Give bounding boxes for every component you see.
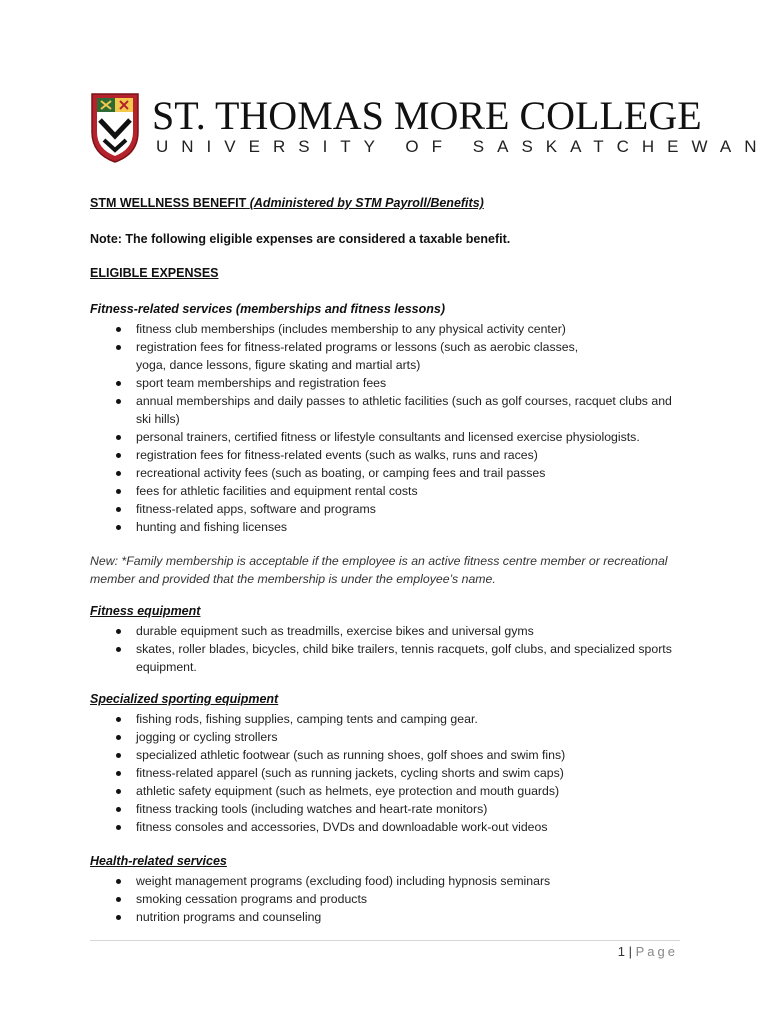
list-item: registration fees for fitness-related programs or lessons (such as aerobic classes, yoga, dance lessons, figure skating and martial arts)	[90, 338, 690, 374]
list-item: sport team memberships and registration fees	[90, 374, 690, 392]
section-heading-fitness-services: Fitness-related services (memberships and fitness lessons)	[90, 302, 445, 316]
list-item: registration fees for fitness-related events (such as walks, runs and races)	[90, 446, 690, 464]
crest-icon	[90, 92, 140, 164]
list-item: specialized athletic footwear (such as running shoes, golf shoes and swim fins)	[90, 746, 690, 764]
health-services-list	[90, 872, 690, 926]
college-name: ST. THOMAS MORE COLLEGE	[152, 93, 702, 138]
taxable-note: Note: The following eligible expenses are considered a taxable benefit.	[90, 232, 511, 246]
list-item: durable equipment such as treadmills, exercise bikes and universal gyms	[90, 622, 690, 640]
footer-divider	[90, 940, 680, 941]
sporting-equipment-list	[90, 710, 690, 836]
list-item: fishing rods, fishing supplies, camping tents and camping gear.	[90, 710, 690, 728]
list-item: fitness tracking tools (including watches and heart-rate monitors)	[90, 800, 690, 818]
page-number: 1	[617, 944, 625, 959]
section-heading-sporting-equipment: Specialized sporting equipment	[90, 692, 279, 706]
page-separator: |	[628, 944, 632, 959]
fitness-equipment-list	[90, 622, 690, 676]
document-title	[90, 196, 484, 210]
letterhead	[90, 92, 770, 172]
list-item: nutrition programs and counseling	[90, 908, 690, 926]
title-administered: (Administered by STM Payroll/Benefits)	[249, 196, 484, 210]
list-item: hunting and fishing licenses	[90, 518, 690, 536]
list-item: smoking cessation programs and products	[90, 890, 690, 908]
list-item: annual memberships and daily passes to athletic facilities (such as golf courses, racquet clubs and ski hills)	[90, 392, 690, 428]
list-item: fitness consoles and accessories, DVDs and downloadable work-out videos	[90, 818, 690, 836]
family-membership-note: New: *Family membership is acceptable if the employee is an active fitness centre member or recreational member and provided that the membership is under the employee’s name.	[90, 554, 668, 586]
list-item: recreational activity fees (such as boating, or camping fees and trail passes	[90, 464, 690, 482]
eligible-expenses-heading: ELIGIBLE EXPENSES	[90, 266, 219, 280]
list-item: fitness-related apps, software and programs	[90, 500, 690, 518]
title-main: STM WELLNESS BENEFIT	[90, 196, 247, 210]
list-item: skates, roller blades, bicycles, child bike trailers, tennis racquets, golf clubs, and specialized sports equipment.	[90, 640, 690, 676]
list-item: jogging or cycling strollers	[90, 728, 690, 746]
list-item: weight management programs (excluding food) including hypnosis seminars	[90, 872, 690, 890]
list-item: fees for athletic facilities and equipment rental costs	[90, 482, 690, 500]
page-label: Page	[635, 944, 678, 959]
list-item: fitness club memberships (includes membership to any physical activity center)	[90, 320, 690, 338]
section-heading-health-services: Health-related services	[90, 854, 227, 868]
list-item: athletic safety equipment (such as helmets, eye protection and mouth guards)	[90, 782, 690, 800]
section-heading-fitness-equipment: Fitness equipment	[90, 604, 201, 618]
university-name: UNIVERSITY OF SASKATCHEWAN	[156, 137, 770, 156]
fitness-services-list	[90, 320, 690, 536]
list-item: fitness-related apparel (such as running jackets, cycling shorts and swim caps)	[90, 764, 690, 782]
list-item: personal trainers, certified fitness or lifestyle consultants and licensed exercise physiologists.	[90, 428, 690, 446]
page-footer	[618, 944, 678, 959]
